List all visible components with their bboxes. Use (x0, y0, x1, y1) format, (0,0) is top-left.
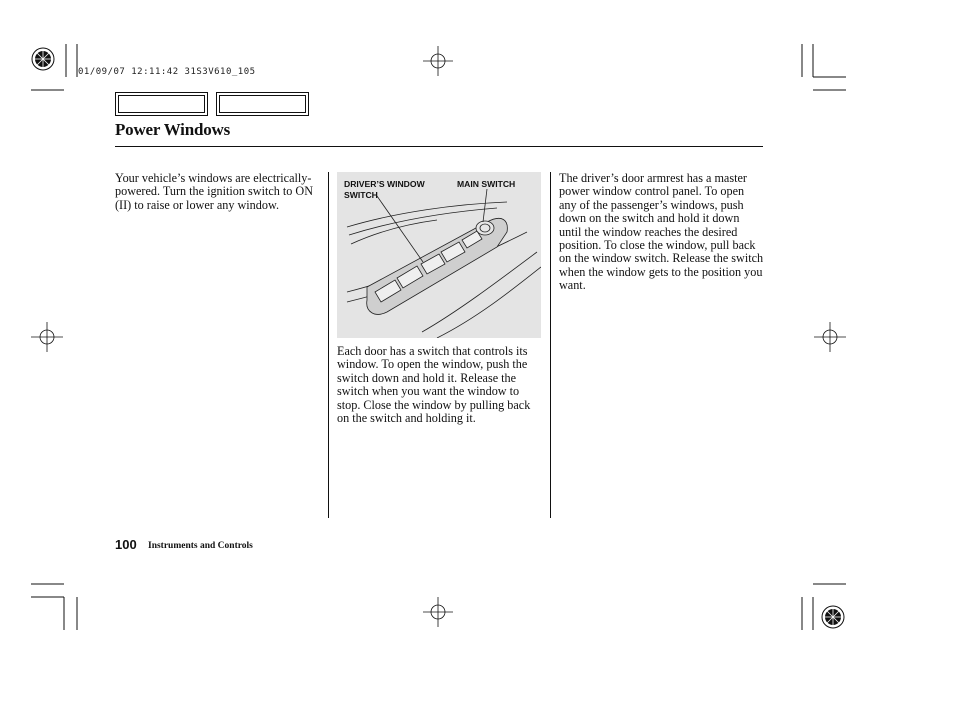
header-tab-right (216, 92, 309, 116)
window-switch-figure (337, 172, 541, 338)
section-name: Instruments and Controls (148, 541, 253, 551)
title-rule (115, 146, 763, 147)
page-title: Power Windows (115, 120, 231, 139)
middle-column-text: Each door has a switch that controls its window. To open the window, push the switch down and hold it. Release the switch when you want the window to stop. Close the window by pulling back on the switch and holding it. (337, 344, 531, 426)
header-tab-left (115, 92, 208, 116)
column-divider-left (328, 172, 329, 518)
column-divider-right (550, 172, 551, 518)
callout-switch: SWITCH (344, 190, 378, 200)
print-stamp: 01/09/07 12:11:42 31S3V610_105 (78, 67, 256, 77)
armrest-switch-illustration (337, 172, 541, 338)
right-column-text: The driver’s door armrest has a master power window control panel. To open any of the passenger’s windows, push down on the switch and hold it down until the window reaches the desired position. To close the window, pull back on the window switch. Release the switch when the window gets to the position you want. (559, 171, 764, 293)
callout-main-switch: MAIN SWITCH (457, 179, 516, 189)
left-column-text: Your vehicle’s windows are electrically-powered. Turn the ignition switch to ON (II) to raise or lower any window. (115, 171, 314, 212)
page-number: 100 (115, 537, 137, 552)
callout-drivers-window: DRIVER’S WINDOW (344, 179, 425, 189)
